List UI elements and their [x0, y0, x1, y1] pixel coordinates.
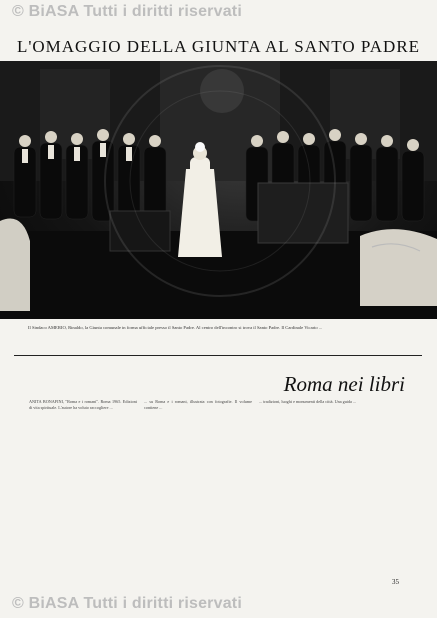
section-divider	[14, 355, 422, 356]
text-column-1: ANITA BONAFINI, "Roma e i romani". Roma 1965. Edizioni di vita spirituale. L'autore ha voluto raccogliere ...	[29, 399, 137, 411]
page-headline: L'OMAGGIO DELLA GIUNTA AL SANTO PADRE	[16, 37, 421, 56]
page-number: 35	[392, 578, 399, 586]
audience-photo	[0, 61, 437, 319]
section-title: Roma nei libri	[283, 372, 405, 396]
text-column-3: ... tradizioni, luoghi e monumenti della città. Una guida ...	[259, 399, 357, 404]
photo-caption: Il Sindaco AMERIO, Rinaldo, la Giunta comunale in forma ufficiale presso il Santo Padre. Al centro dell'incontro si trova il Santo Padre. Il Cardinale Vicario ...	[28, 325, 323, 330]
text-column-2: ... su Roma e i romani, illustrata con fotografie. Il volume contiene ...	[144, 399, 252, 411]
watermark-top: © BiASA Tutti i diritti riservati	[12, 3, 242, 20]
watermark-bottom: © BiASA Tutti i diritti riservati	[12, 595, 242, 612]
photo-scene	[0, 61, 437, 319]
